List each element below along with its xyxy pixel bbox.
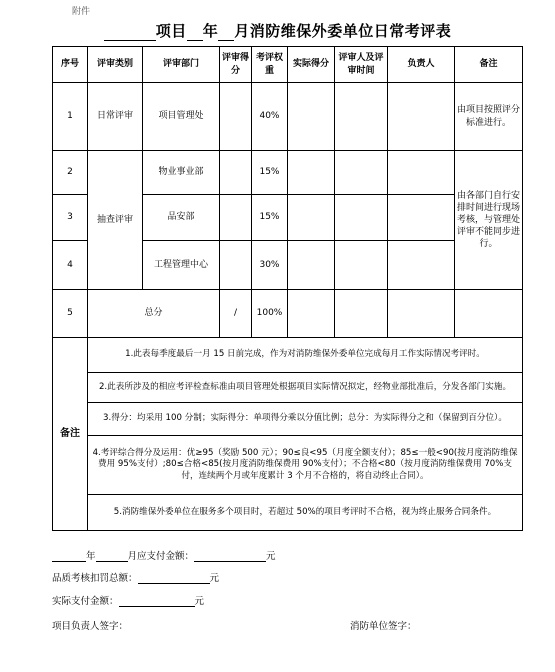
leader-cell[interactable] xyxy=(388,151,455,195)
actual-score-cell[interactable] xyxy=(288,83,335,151)
title-year: 年 xyxy=(202,22,219,40)
yuan-label: 元 xyxy=(266,551,276,562)
score-cell[interactable] xyxy=(220,195,252,241)
project-leader-sign-label: 项目负责人签字： xyxy=(52,621,129,632)
score-cell[interactable] xyxy=(220,241,252,290)
row-no: 3 xyxy=(53,195,88,241)
leader-cell[interactable] xyxy=(388,241,455,290)
note-row xyxy=(53,373,523,403)
row-weight: 15% xyxy=(252,195,288,241)
notes-label: 备注 xyxy=(53,338,88,531)
total-weight: 100% xyxy=(252,290,288,338)
row-no: 4 xyxy=(53,241,88,290)
total-no: 5 xyxy=(53,290,88,338)
table-row xyxy=(53,83,523,151)
reviewer-cell[interactable] xyxy=(335,83,388,151)
actual-score-cell[interactable] xyxy=(288,195,335,241)
total-reviewer-cell[interactable] xyxy=(335,290,388,338)
table-header-row xyxy=(53,47,523,83)
total-label: 总分 xyxy=(88,290,220,338)
project-leader-signature xyxy=(52,618,128,632)
total-row xyxy=(53,290,523,338)
row-weight: 15% xyxy=(252,151,288,195)
header-weight: 考评权重 xyxy=(252,47,288,83)
header-dept: 评审部门 xyxy=(143,47,220,83)
score-cell[interactable] xyxy=(220,83,252,151)
note-item: 5.消防维保外委单位在服务多个项目时，若超过 50%的项目考评时不合格，视为终止服务合同条件。 xyxy=(88,495,523,531)
actual-payment-label: 实际支付金额： xyxy=(52,596,119,607)
remark-rows-2-4: 由各部门自行安排时间进行现场考核，与管理处评审不能同步进行。 xyxy=(455,151,523,290)
yuan-label: 元 xyxy=(209,573,220,584)
header-no: 序号 xyxy=(53,47,88,83)
row-category: 日常评审 xyxy=(88,83,143,151)
footer-actual-line xyxy=(52,593,204,607)
score-cell[interactable] xyxy=(220,151,252,195)
month-field[interactable] xyxy=(96,550,128,562)
project-name-blank[interactable] xyxy=(104,27,156,41)
quality-penalty-label: 品质考核扣罚总额： xyxy=(52,573,138,584)
row-dept: 物业事业部 xyxy=(143,151,220,195)
total-actual-cell[interactable] xyxy=(288,290,335,338)
page-title xyxy=(0,20,555,41)
note-item: 3.得分：均采用 100 分制；实际得分：单项得分乘以分值比例；总分：为实际得分之和（保留到百分位）。 xyxy=(88,403,523,436)
fire-unit-sign-label: 消防单位签字： xyxy=(350,621,417,632)
remark-row1: 由项目按照评分标准进行。 xyxy=(455,83,523,151)
total-leader-cell[interactable] xyxy=(388,290,455,338)
footer-penalty-line xyxy=(52,570,219,584)
note-item: 1.此表每季度最后一月 15 日前完成，作为对消防维保外委单位完成每月工作实际情况考评时。 xyxy=(88,338,523,373)
note-row xyxy=(53,403,523,436)
penalty-amount-field[interactable] xyxy=(138,572,210,584)
row-weight: 30% xyxy=(252,241,288,290)
row-category: 抽查评审 xyxy=(88,151,143,290)
month-payment-label: 月应支付金额： xyxy=(127,551,195,562)
row-dept: 项目管理处 xyxy=(143,83,220,151)
yuan-label: 元 xyxy=(194,596,205,607)
row-dept: 品安部 xyxy=(143,195,220,241)
note-row xyxy=(53,338,523,373)
row-weight: 40% xyxy=(252,83,288,151)
actual-score-cell[interactable] xyxy=(288,151,335,195)
note-row xyxy=(53,495,523,531)
leader-cell[interactable] xyxy=(388,83,455,151)
header-category: 评审类别 xyxy=(88,47,143,83)
note-item: 2.此表所涉及的相应考评检查标准由项目管理处根据项目实际情况拟定，经物业部批准后，分发各部门实施。 xyxy=(88,373,523,403)
header-actual: 实际得分 xyxy=(288,47,335,83)
year-label: 年 xyxy=(86,551,96,562)
leader-cell[interactable] xyxy=(388,195,455,241)
total-remark-cell[interactable] xyxy=(455,290,523,338)
fire-unit-signature xyxy=(350,618,417,632)
title-rest: 月消防维保外委单位日常考评表 xyxy=(234,22,452,40)
actual-amount-field[interactable] xyxy=(119,595,195,607)
year-blank[interactable] xyxy=(187,27,203,41)
header-score: 评审得分 xyxy=(220,47,252,83)
header-reviewer: 评审人及评审时间 xyxy=(335,47,388,83)
note-item: 4.考评综合得分及运用：优≥95（奖励 500 元）；90≤良<95（月度全额支付）；85≤一般<90(按月度消防维保费用 95%支付）;80≤合格<85(按月度消防维保费用 90%支付）；不合格<80（按月度消防维保费用 70%支付，连续两个月或年度累计 3 个月不合格的，将自动终止合同）。 xyxy=(88,436,523,495)
reviewer-cell[interactable] xyxy=(335,195,388,241)
row-no: 1 xyxy=(53,83,88,151)
header-leader: 负责人 xyxy=(388,47,455,83)
evaluation-table xyxy=(52,46,523,531)
payable-amount-field[interactable] xyxy=(194,550,266,562)
title-project: 项目 xyxy=(155,22,187,40)
note-row xyxy=(53,436,523,495)
actual-score-cell[interactable] xyxy=(288,241,335,290)
footer-payment-line xyxy=(52,548,276,562)
reviewer-cell[interactable] xyxy=(335,241,388,290)
attachment-label: 附件 xyxy=(72,7,91,17)
row-dept: 工程管理中心 xyxy=(143,241,220,290)
month-blank[interactable] xyxy=(218,27,234,41)
header-remark: 备注 xyxy=(455,47,523,83)
total-score: / xyxy=(220,290,252,338)
row-no: 2 xyxy=(53,151,88,195)
year-field[interactable] xyxy=(52,550,86,562)
table-row xyxy=(53,151,523,195)
reviewer-cell[interactable] xyxy=(335,151,388,195)
